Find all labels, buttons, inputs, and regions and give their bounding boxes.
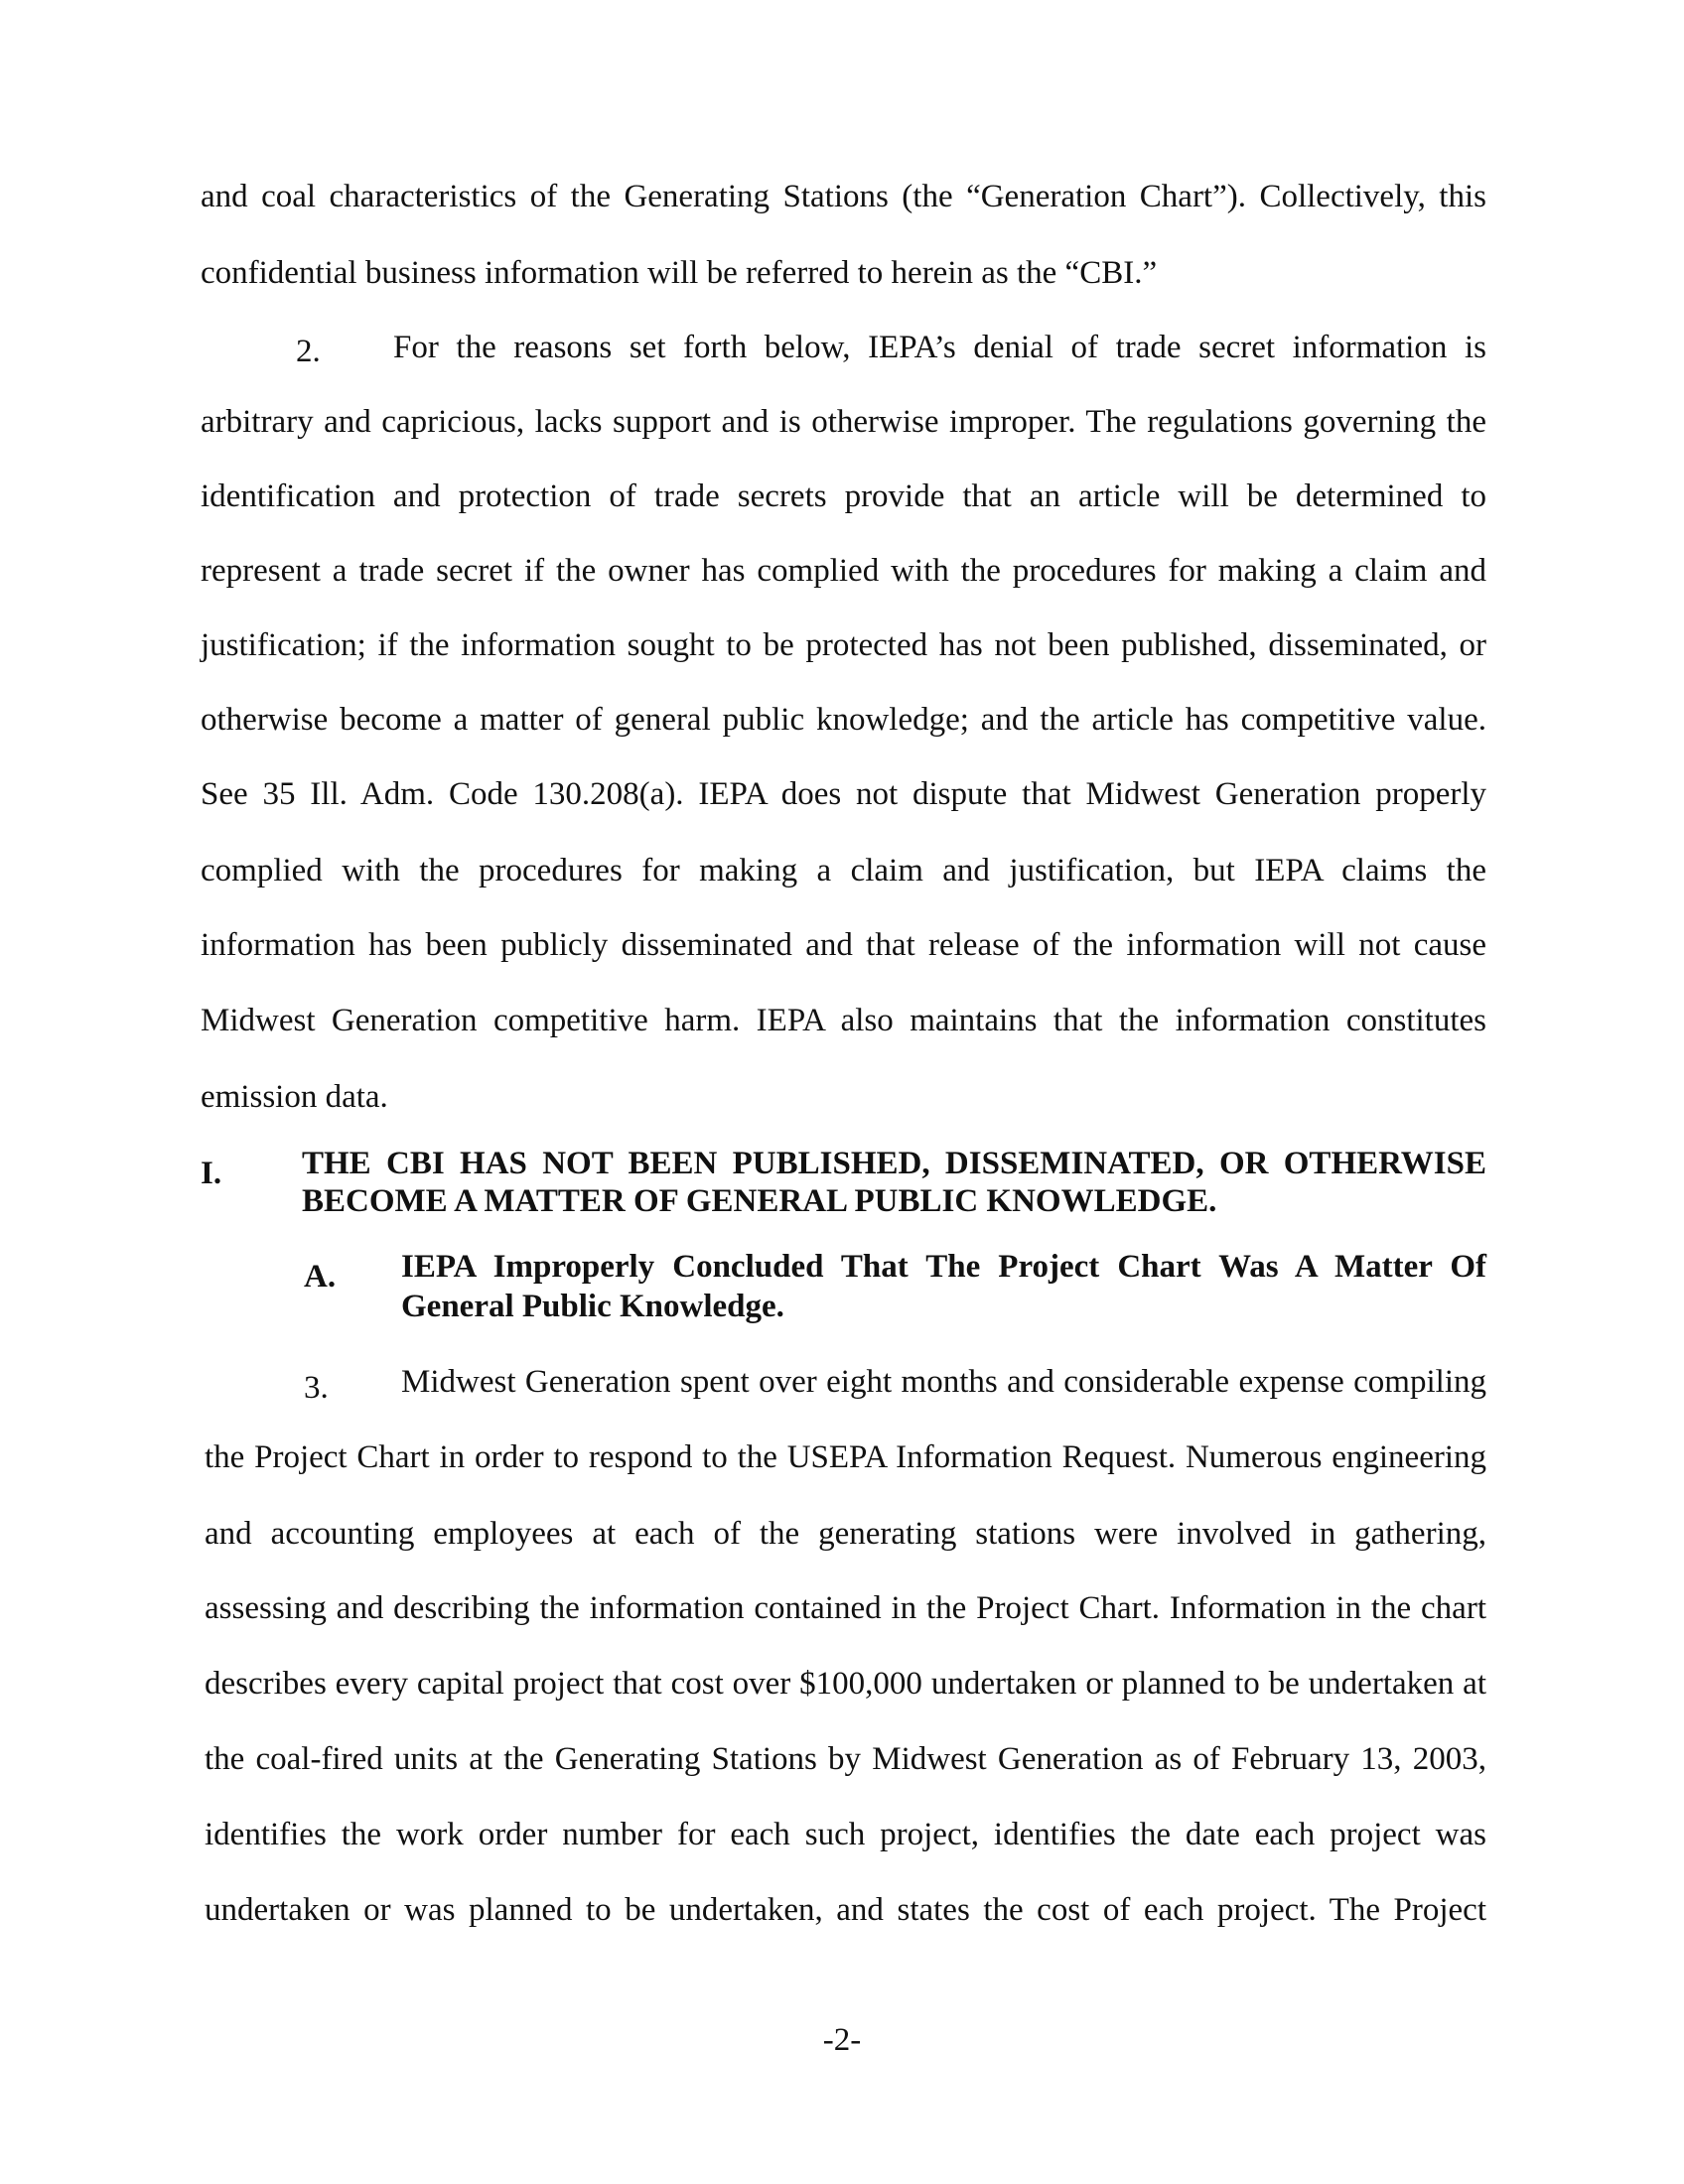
paragraph-2-line: complied with the procedures for making a claim and justification, but IEPA claims the: [201, 853, 1486, 888]
paragraph-3-line: describes every capital project that cost over $100,000 undertaken or planned to be undertaken at: [205, 1666, 1486, 1702]
paragraph-2-line: Midwest Generation competitive harm. IEPA also maintains that the information constitutes: [201, 1003, 1486, 1038]
subsection-heading-line-1: IEPA Improperly Concluded That The Project Chart Was A Matter Of: [401, 1249, 1486, 1285]
paragraph-2-line: information has been publicly disseminated and that release of the information will not cause: [201, 927, 1486, 963]
paragraph-3-line: and accounting employees at each of the generating stations were involved in gathering,: [205, 1516, 1486, 1552]
paragraph-2-line: represent a trade secret if the owner has complied with the procedures for making a claim and: [201, 553, 1486, 589]
paragraph-2-first-line: For the reasons set forth below, IEPA’s denial of trade secret information is: [393, 330, 1486, 365]
subsection-heading-number: A.: [304, 1259, 337, 1295]
paragraph-2-line: identification and protection of trade secrets provide that an article will be determined to: [201, 478, 1486, 514]
section-heading-line-1: THE CBI HAS NOT BEEN PUBLISHED, DISSEMINATED, OR OTHERWISE: [302, 1146, 1486, 1181]
page-number: -2-: [822, 2022, 862, 2058]
section-heading-line-2: BECOME A MATTER OF GENERAL PUBLIC KNOWLEDGE.: [302, 1183, 1217, 1219]
paragraph-2-line: justification; if the information sought to be protected has not been published, disseminated, or: [201, 627, 1486, 663]
paragraph-3-line: undertaken or was planned to be undertaken, and states the cost of each project. The Project: [205, 1892, 1486, 1928]
paragraph-1-line-1: and coal characteristics of the Generating Stations (the “Generation Chart”). Collectively, this: [201, 179, 1486, 214]
paragraph-2-number: 2.: [296, 334, 321, 369]
section-heading-number: I.: [201, 1156, 222, 1191]
paragraph-1-line-2: confidential business information will be referred to herein as the “CBI.”: [201, 255, 1158, 291]
paragraph-2-line: otherwise become a matter of general public knowledge; and the article has competitive value.: [201, 702, 1486, 738]
paragraph-3-line: identifies the work order number for each such project, identifies the date each project was: [205, 1817, 1486, 1852]
paragraph-2-line: See 35 Ill. Adm. Code 130.208(a). IEPA does not dispute that Midwest Generation properly: [201, 776, 1486, 812]
paragraph-3-line: the Project Chart in order to respond to the USEPA Information Request. Numerous engineering: [205, 1439, 1486, 1475]
paragraph-3-first-line: Midwest Generation spent over eight months and considerable expense compiling: [401, 1364, 1486, 1400]
subsection-heading-line-2: General Public Knowledge.: [401, 1289, 784, 1324]
paragraph-3-line: the coal-fired units at the Generating Stations by Midwest Generation as of February 13, 2003,: [205, 1741, 1486, 1777]
paragraph-3-line: assessing and describing the information contained in the Project Chart. Information in the chart: [205, 1590, 1486, 1626]
paragraph-2-line: arbitrary and capricious, lacks support and is otherwise improper. The regulations governing the: [201, 404, 1486, 440]
paragraph-2-line: emission data.: [201, 1079, 388, 1115]
paragraph-3-number: 3.: [304, 1370, 329, 1406]
